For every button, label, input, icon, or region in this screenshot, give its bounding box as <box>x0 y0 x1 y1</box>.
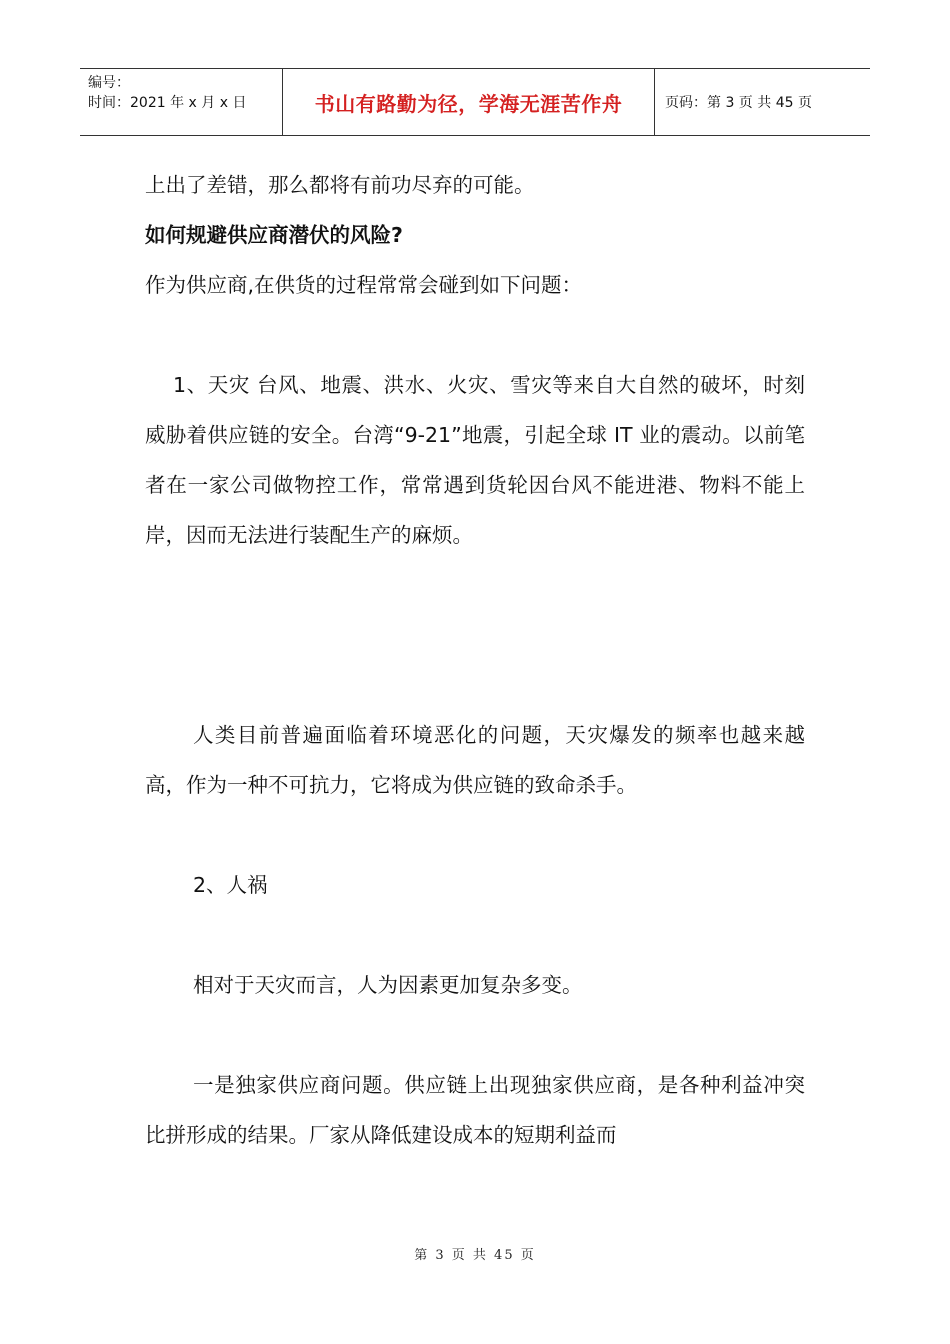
paragraph-continued: 上出了差错，那么都将有前功尽弃的可能。 <box>145 173 535 197</box>
paragraph-human-factor: 相对于天灾而言，人为因素更加复杂多变。 <box>193 973 583 997</box>
header-table <box>80 68 870 136</box>
header-page-info: 页码：第 3 页 共 45 页 <box>665 95 812 111</box>
time-label: 时间：2021 年 x 月 x 日 <box>88 95 247 111</box>
page-footer: 第 3 页 共 45 页 <box>414 1248 536 1263</box>
document-body <box>145 160 805 1160</box>
header-left-cell <box>80 69 283 135</box>
paragraph-natural-disaster: 1、天灾 台风、地震、洪水、火灾、雪灾等来自大自然的破坏，时刻威胁着供应链的安全。台湾“9-21”地震，引起全球 IT 业的震动。以前笔者在一家公司做物控工作，常常遇到货轮因台风不能进港、物料不能上岸，因而无法进行装配生产的麻烦。 <box>145 373 805 547</box>
paragraph-environment: 人类目前普遍面临着环境恶化的问题，天灾爆发的频率也越来越高，作为一种不可抗力，它将成为供应链的致命杀手。 <box>145 723 805 797</box>
header-motto: 书山有路勤为径，学海无涯苦作舟 <box>283 69 655 135</box>
serial-label: 编号： <box>88 75 130 91</box>
section-heading: 如何规避供应商潜伏的风险? <box>145 223 403 247</box>
paragraph-human-factor-heading: 2、人祸 <box>193 873 268 897</box>
paragraph-intro: 作为供应商,在供货的过程常常会碰到如下问题： <box>145 273 583 297</box>
paragraph-sole-supplier: 一是独家供应商问题。供应链上出现独家供应商，是各种利益冲突比拼形成的结果。厂家从降低建设成本的短期利益而 <box>145 1073 805 1147</box>
